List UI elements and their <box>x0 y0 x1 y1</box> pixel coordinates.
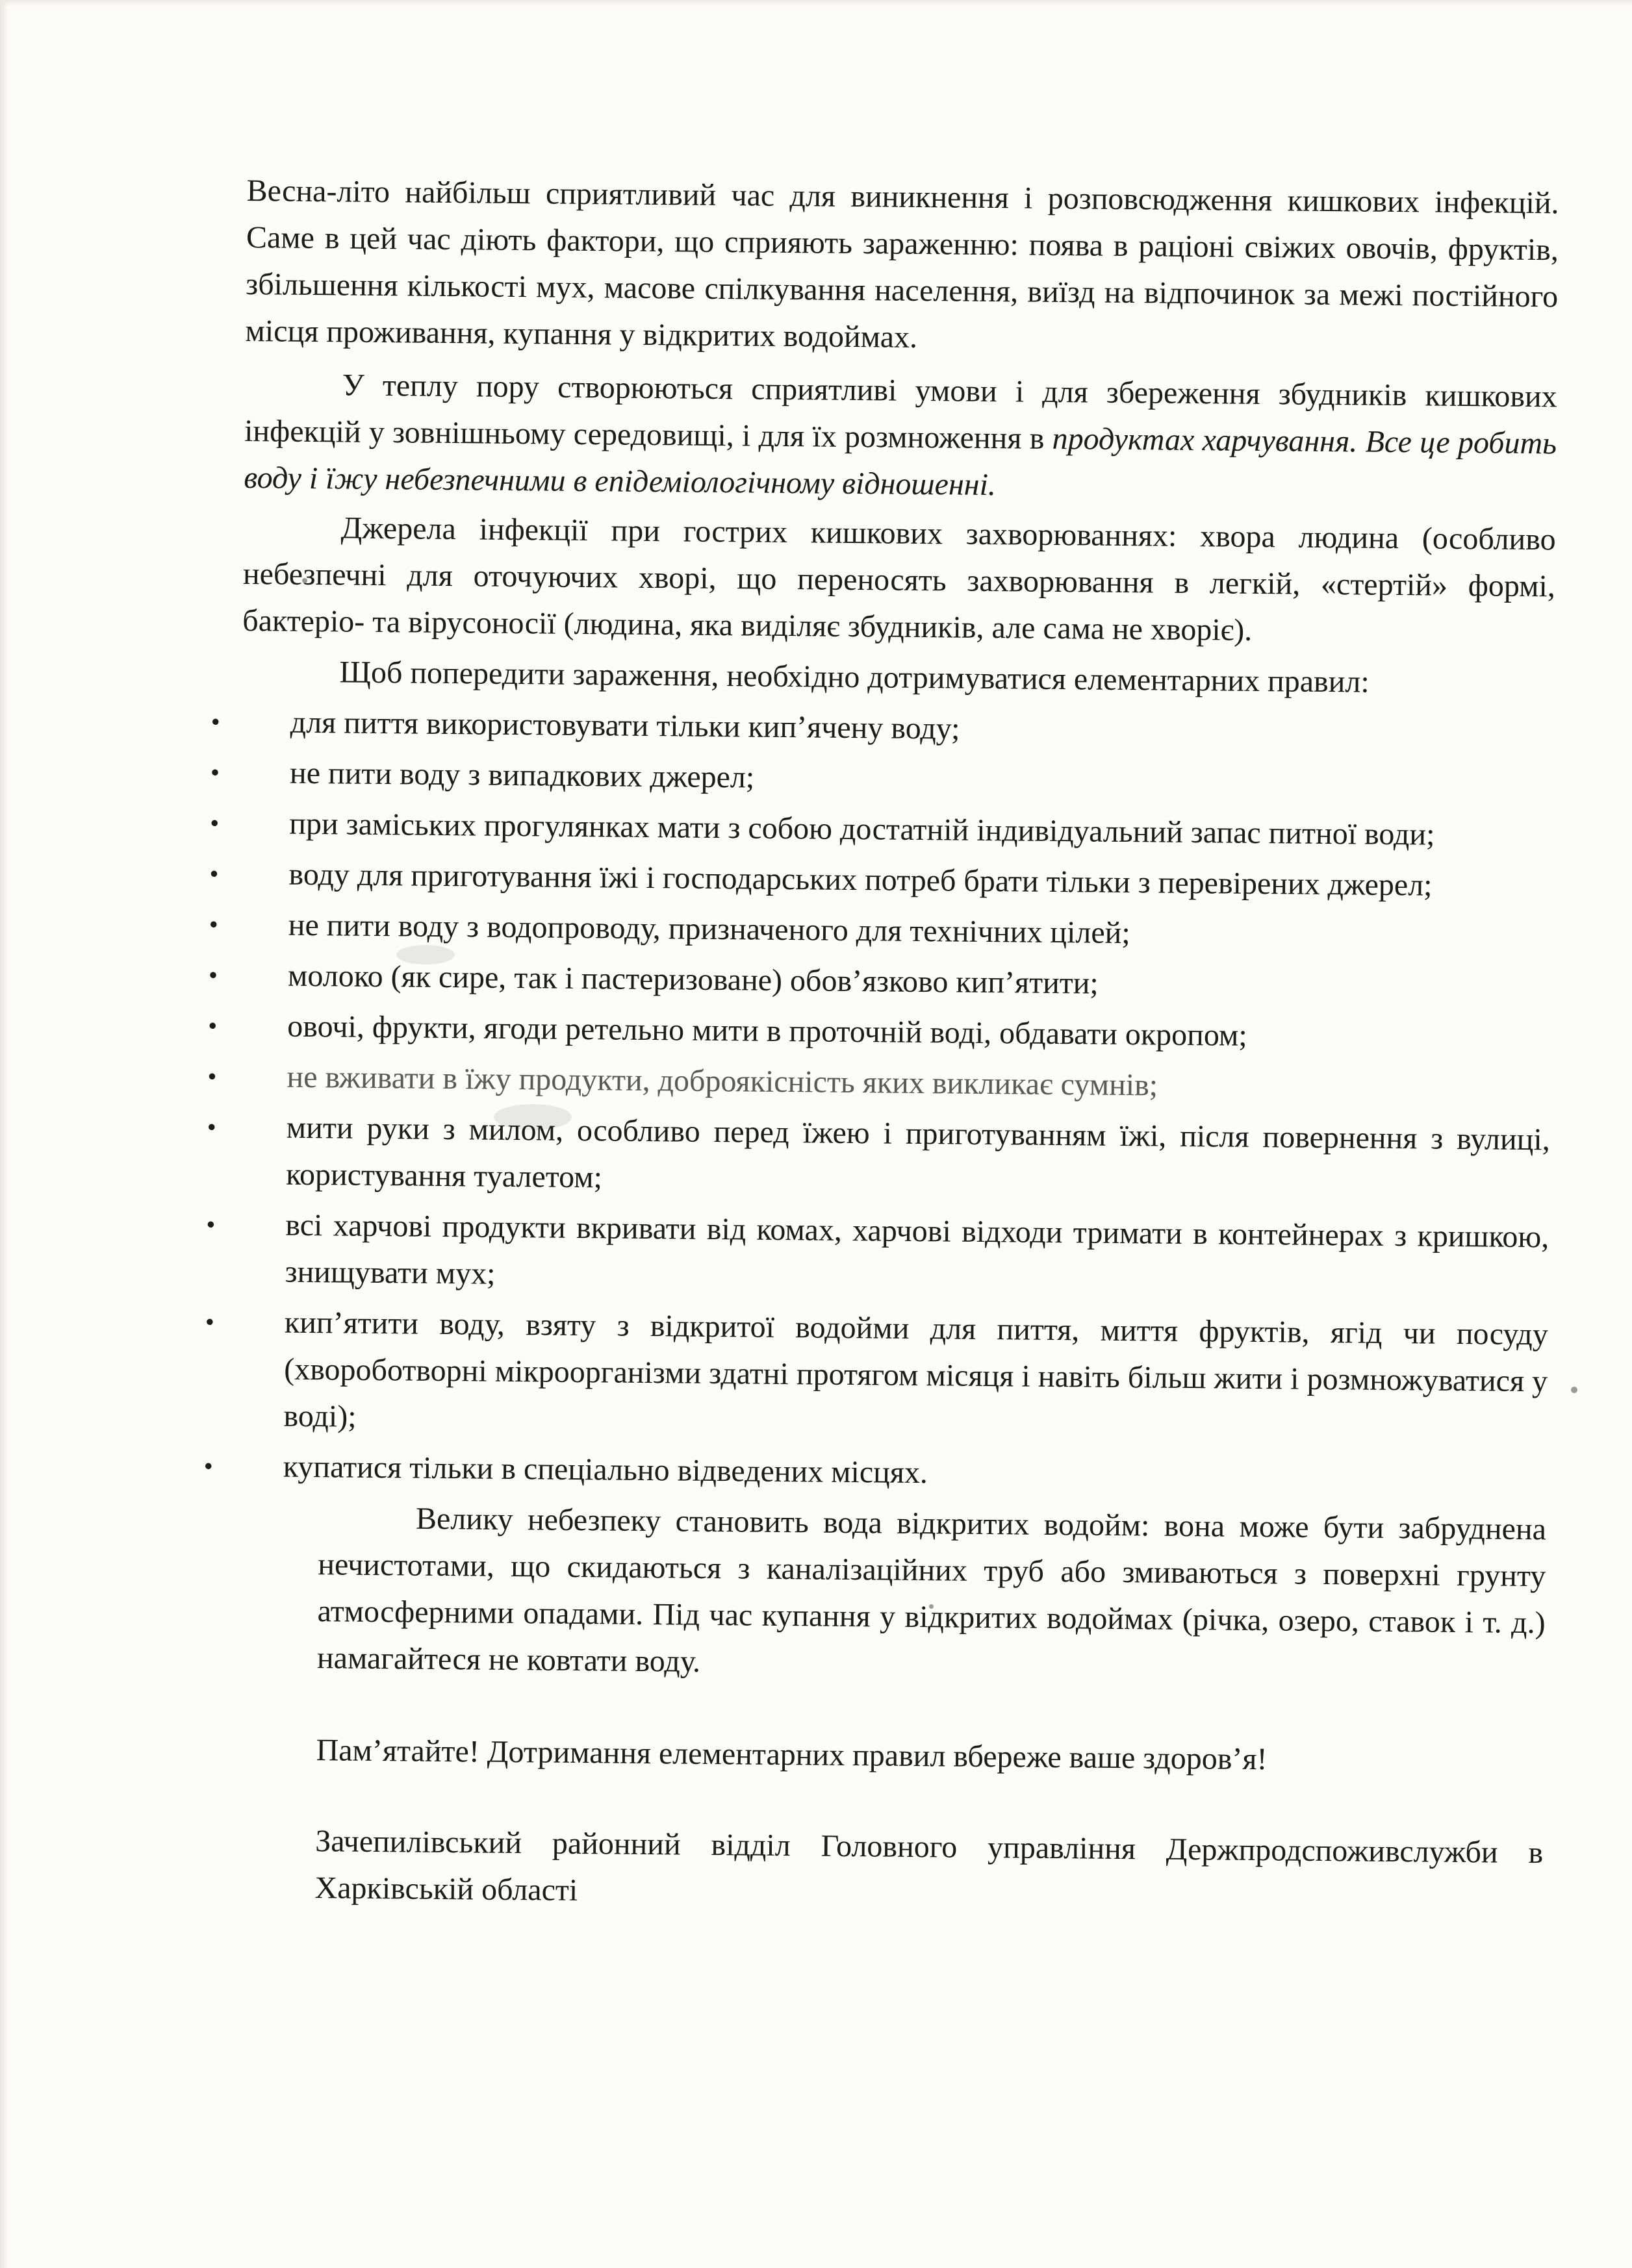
bullet-icon: • <box>209 909 219 939</box>
bullet-icon: • <box>205 1307 215 1337</box>
list-item <box>188 1443 1547 1502</box>
bullet-icon: • <box>207 1061 217 1091</box>
prevention-intro-paragraph: Щоб попередити зараження, необхідно дотримуватися елементарних правил: <box>339 655 1370 699</box>
warm-season-text: У теплу пору створюються сприятливі умови і для збереження збудників кишкових інфекцій у зовнішньому середовищі, і для їх розмноження в <box>244 368 1557 456</box>
rule-text: молоко (як сире, так і пастеризоване) обов’язково кип’ятити; <box>287 958 1099 1001</box>
bullet-icon: • <box>210 707 221 737</box>
warm-season-paragraph <box>244 361 1557 514</box>
list-item <box>190 1201 1549 1307</box>
rule-text: не пити воду з водопроводу, призначеного для технічних цілей; <box>288 907 1130 951</box>
rule-text: при заміських прогулянках мати з собою достатній індивідуальний запас питної води; <box>289 806 1435 852</box>
intro-paragraph: Весна-літо найбільш сприятливий час для виникнення і розповсюдження кишкових інфекцій. Саме в цей час діють фактори, що сприяють зараженню: поява в раціоні свіжих овочів, фруктів, збільшення кількості мух, масове спілкування населення, виїзд на відпочинок за межі постійного місця проживання, купання у відкритих водоймах. <box>245 173 1559 355</box>
bullet-icon: • <box>208 960 218 990</box>
open-water-paragraph: Велику небезпеку становить вода відкритих водойм: вона може бути забруднена нечистотами, що скидаються з каналізаційних труб або змиваються з поверхні грунту атмосферними опадами. Під час купання у відкритих водоймах (річка, озеро, ставок і т. д.) намагайтеся не ковтати воду. <box>316 1501 1547 1679</box>
list-item <box>196 698 1554 758</box>
rule-text: купатися тільки в спеціально відведених місцях. <box>283 1449 928 1491</box>
rule-text: для пиття використовувати тільки кип’ячену воду; <box>290 705 960 746</box>
scan-speck <box>1571 1387 1577 1393</box>
list-item <box>192 1103 1550 1210</box>
scan-edge-shadow-top <box>0 0 1632 6</box>
bullet-icon: • <box>208 1011 218 1040</box>
document-body <box>203 168 1559 1923</box>
list-item <box>194 951 1552 1011</box>
bullet-icon: • <box>209 859 219 888</box>
reminder-line: Пам’ятайте! Дотримання елементарних правил вбереже ваше здоров’я! <box>316 1733 1268 1777</box>
list-item <box>193 1002 1551 1062</box>
prevention-rules-list <box>188 698 1554 1502</box>
issuer-signature: Зачепилівський районний відділ Головного управління Держпродспоживслужби в Харківській області <box>314 1824 1544 1908</box>
rule-text: не пити воду з випадкових джерел; <box>289 755 755 795</box>
bullet-icon: • <box>210 757 220 787</box>
warm-season-text-continued: продуктах харчування. Все це робить воду і їжу небезпечними в епідеміологічному відношенні. <box>244 421 1557 503</box>
scan-edge-shadow <box>0 0 9 2268</box>
rule-text: кип’ятити воду, взяту з відкритої водойми для пиття, миття фруктів, ягід чи посуду (хвороботворні мікроорганізми здатні протягом місяця і навіть більш жити і розмножуватися у воді); <box>283 1305 1549 1434</box>
rule-text: воду для приготування їжі і господарських потреб брати тільки з перевірених джерел; <box>288 857 1433 903</box>
infection-sources-paragraph: Джерела інфекції при гострих кишкових захворюваннях: хвора людина (особливо небезпечні для оточуючих хворі, що переносять захворювання в легкій, «стертій» формі, бактеріо- та вірусоносії (людина, яка виділяє збудників, але сама не хворіє). <box>242 510 1556 648</box>
bullet-icon: • <box>207 1112 217 1142</box>
list-item <box>194 850 1553 910</box>
rule-text: не вживати в їжу продукти, доброякісність яких викликає сумнів; <box>287 1059 1158 1103</box>
rule-text: мити руки з милом, особливо перед їжею і приготуванням їжі, після повернення з вулиці, користування туалетом; <box>285 1110 1550 1195</box>
list-item <box>192 1053 1551 1113</box>
list-item <box>189 1298 1548 1452</box>
list-item <box>196 749 1554 809</box>
bullet-icon: • <box>206 1209 216 1239</box>
bullet-icon: • <box>203 1451 214 1481</box>
rule-text: всі харчові продукти вкривати від комах, харчові відходи тримати в контейнерах з кришкою, знищувати мух; <box>285 1207 1549 1291</box>
list-item <box>195 800 1553 859</box>
rule-text: овочі, фрукти, ягоди ретельно мити в проточній воді, обдавати окропом; <box>287 1009 1247 1053</box>
bullet-icon: • <box>210 808 220 838</box>
list-item <box>194 901 1552 961</box>
